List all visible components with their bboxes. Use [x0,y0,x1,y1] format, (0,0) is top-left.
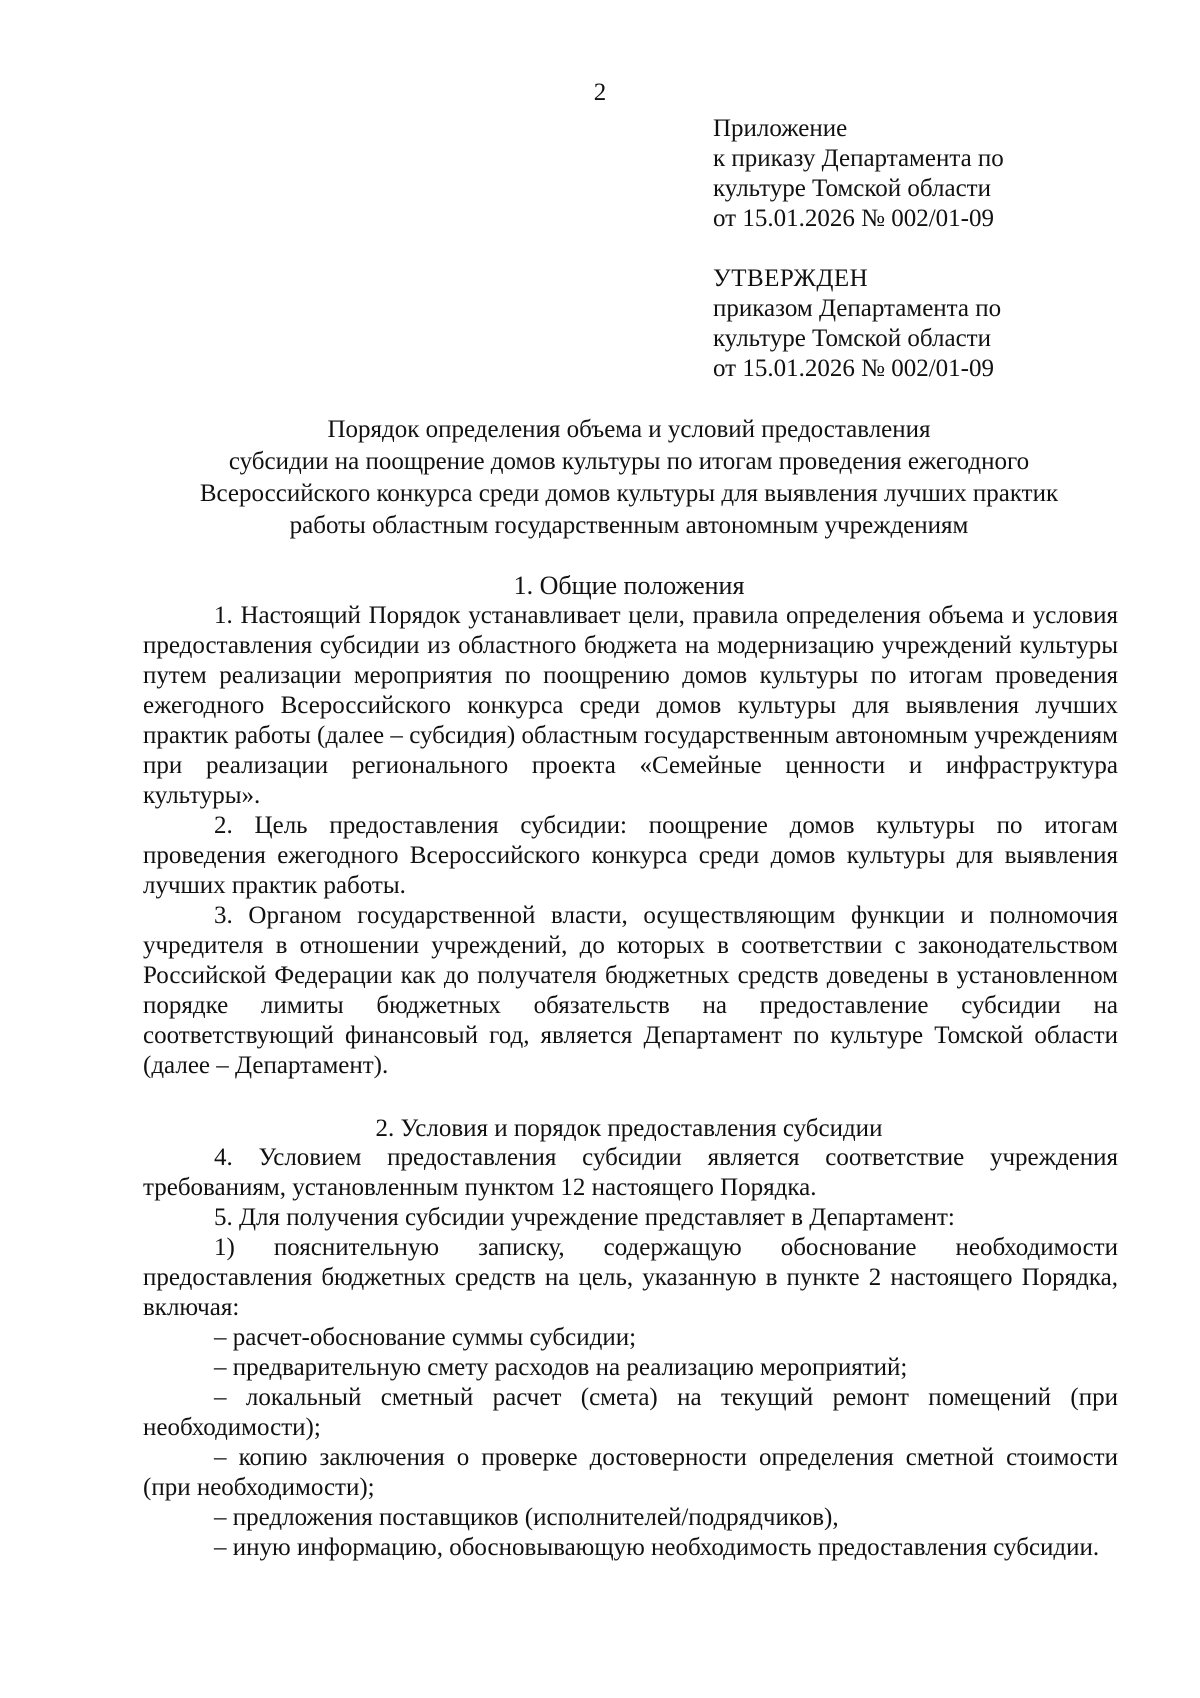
section-heading-general: 1. Общие положения [513,571,745,600]
page-number: 2 [593,79,607,106]
approved-line: приказом Департамента по [713,295,1002,322]
list-item: – предварительную смету расходов на реализацию мероприятий; [214,1354,908,1381]
list-item: – иную информацию, обосновывающую необходимость предоставления субсидии. [214,1534,1100,1561]
section-body-general [143,601,1118,1081]
section-heading-conditions: 2. Условия и порядок предоставления субсидии [375,1115,883,1142]
appendix-reference [713,114,1153,234]
title-line: работы областным государственным автономным учреждениям [289,512,969,539]
appendix-line: Приложение [713,115,848,142]
approved-line: культуре Томской области [713,325,991,352]
approved-heading: УТВЕРЖДЕН [713,265,869,292]
title-line: Порядок определения объема и условий предоставления [327,416,931,443]
document-title [140,414,1118,542]
appendix-line: к приказу Департамента по [713,145,1004,172]
paragraph-1: 1. Настоящий Порядок устанавливает цели, правила определения объема и условия предоставления субсидии из областного бюджета на модернизацию учреждений культуры путем реализации мероприятия по поощрению домов культуры по итогам проведения ежегодного Всероссийского конкурса среди домов культуры для выявления лучших практик работы (далее – субсидия) областным государственным автономным учреждениям при реализации регионального проекта «Семейные ценности и инфраструктура культуры». [143,602,1118,809]
paragraph-2: 2. Цель предоставления субсидии: поощрение домов культуры по итогам проведения ежегодного Всероссийского конкурса среди домов культуры для выявления лучших практик работы. [143,812,1118,899]
paragraph-3: 3. Органом государственной власти, осуществляющим функции и полномочия учредителя в отношении учреждений, до которых в соответствии с законодательством Российской Федерации как до получателя бюджетных средств доведены в установленном порядке лимиты бюджетных обязательств на предоставление субсидии на соответствующий финансовый год, является Департамент по культуре Томской области (далее – Департамент). [143,902,1118,1079]
paragraph-4: 4. Условием предоставления субсидии является соответствие учреждения требованиям, установленным пунктом 12 настоящего Порядка. [143,1144,1118,1201]
list-item: – локальный сметный расчет (смета) на текущий ремонт помещений (при необходимости); [143,1384,1118,1441]
title-line: Всероссийского конкурса среди домов культуры для выявления лучших практик [199,480,1059,507]
paragraph-5: 5. Для получения субсидии учреждение представляет в Департамент: [214,1204,955,1231]
title-line: субсидии на поощрение домов культуры по итогам проведения ежегодного [228,448,1030,475]
approved-line: от 15.01.2026 № 002/01-09 [713,355,994,382]
list-item: – копию заключения о проверке достоверности определения сметной стоимости (при необходимости); [143,1444,1118,1501]
approval-stamp [713,264,1153,384]
list-item: – предложения поставщиков (исполнителей/подрядчиков), [214,1504,839,1531]
appendix-line: культуре Томской области [713,175,991,202]
paragraph-5-1: 1) пояснительную записку, содержащую обоснование необходимости предоставления бюджетных средств на цель, указанную в пункте 2 настоящего Порядка, включая: [143,1234,1118,1321]
appendix-line: от 15.01.2026 № 002/01-09 [713,205,994,232]
section-body-conditions [143,1143,1118,1563]
list-item: – расчет-обоснование суммы субсидии; [214,1324,637,1351]
